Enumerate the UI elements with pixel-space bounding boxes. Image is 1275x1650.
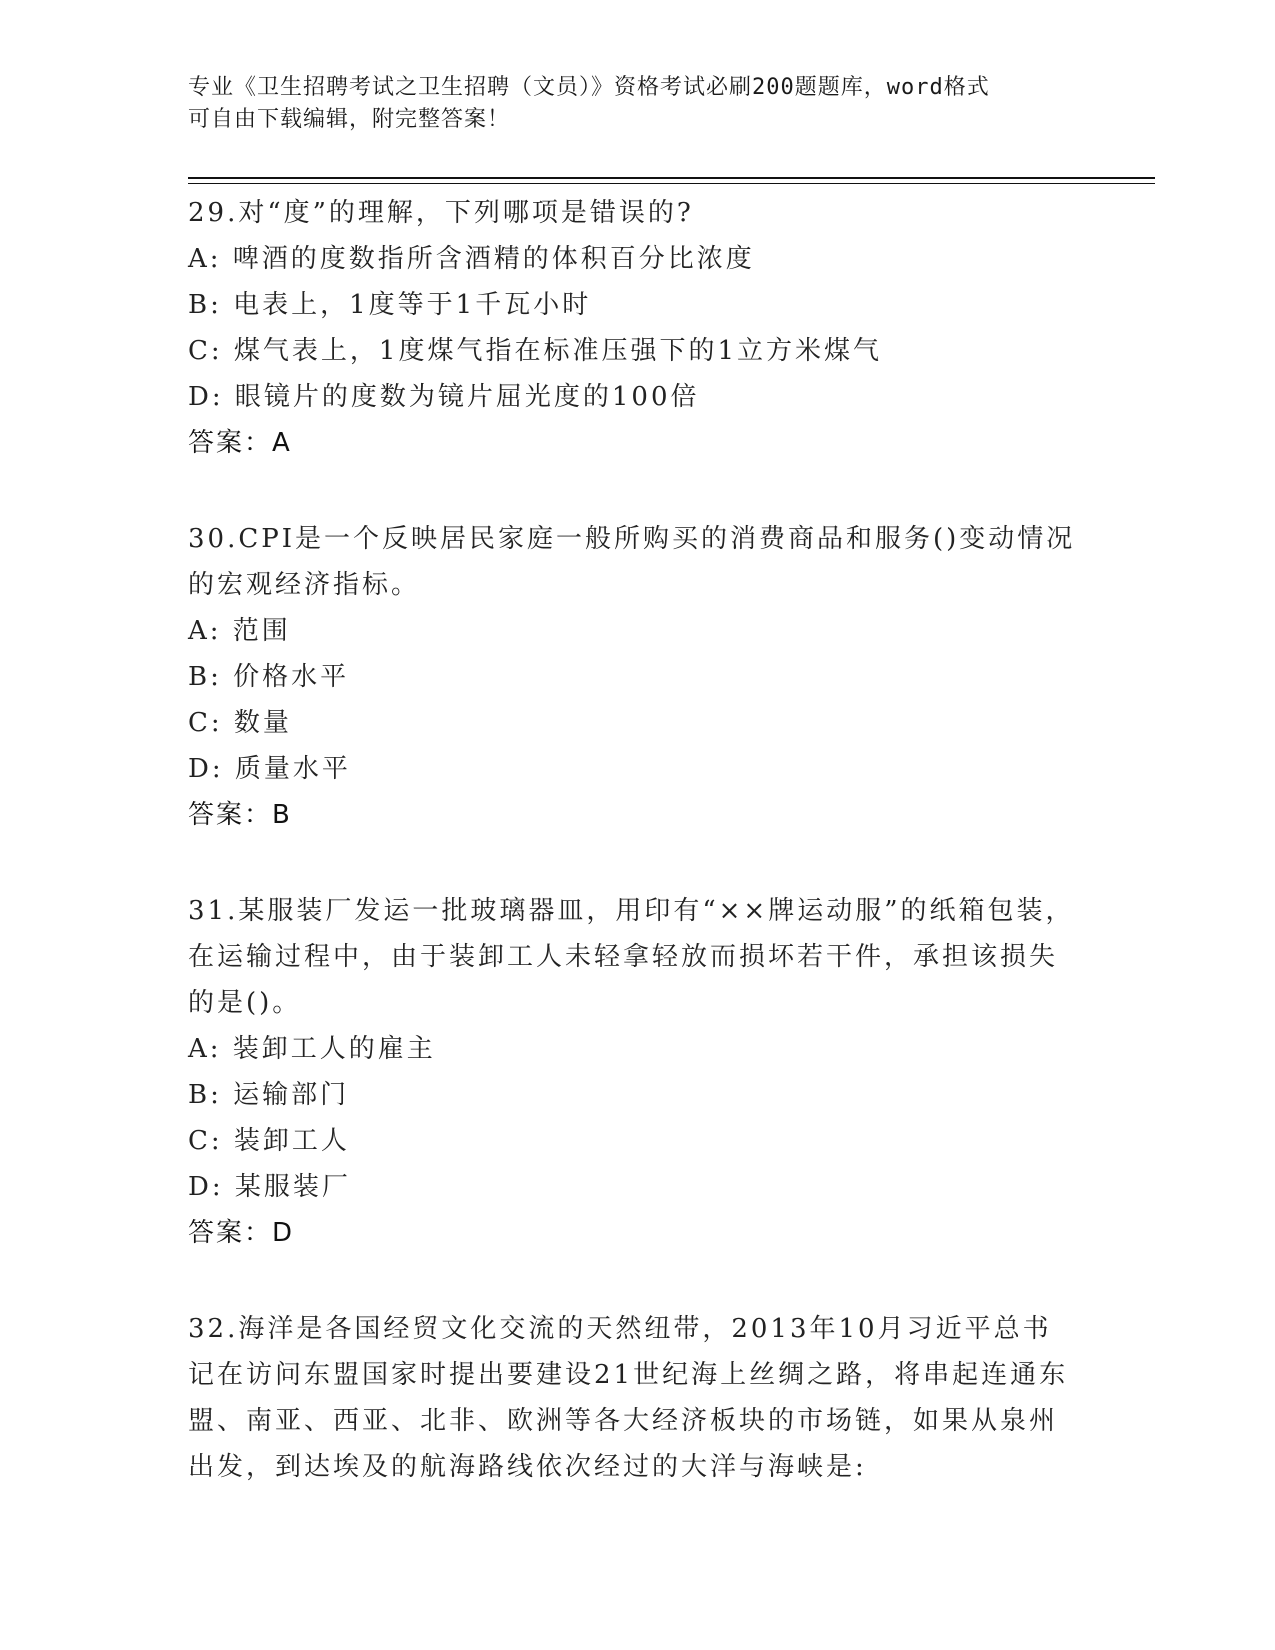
option-b: B: 运输部门 (188, 1080, 350, 1110)
option-a: A: 装卸工人的雇主 (188, 1034, 436, 1064)
answer-line: 答案：D (188, 1218, 295, 1248)
header-line: 专业《卫生招聘考试之卫生招聘（文员）》资格考试必刷200题题库，word格式 (188, 75, 990, 100)
question-30 (188, 516, 1078, 838)
document-header (188, 72, 1068, 136)
option-a: A: 啤酒的度数指所含酒精的体积百分比浓度 (188, 244, 755, 274)
option-c: C: 煤气表上，1度煤气指在标准压强下的1立方米煤气 (188, 336, 883, 366)
question-32 (188, 1306, 1078, 1490)
question-text: 29.对“度”的理解，下列哪项是错误的? (188, 198, 694, 228)
option-c: C: 数量 (188, 708, 292, 738)
question-31 (188, 888, 1078, 1256)
question-text: 31.某服装厂发运一批玻璃器皿，用印有“××牌运动服”的纸箱包装，在运输过程中，由于装卸工人未轻拿轻放而损坏若干件，承担该损失的是()。 (188, 896, 1075, 1018)
option-a: A: 范围 (188, 616, 291, 646)
option-d: D: 某服装厂 (188, 1172, 351, 1202)
answer-line: 答案：A (188, 428, 292, 458)
question-29 (188, 190, 1078, 466)
answer-line: 答案：B (188, 800, 292, 830)
option-b: B: 价格水平 (188, 662, 350, 692)
header-line: 可自由下载编辑，附完整答案！ (188, 107, 511, 132)
question-text: 32.海洋是各国经贸文化交流的天然纽带，2013年10月习近平总书记在访问东盟国家时提出要建设21世纪海上丝绸之路，将串起连通东盟、南亚、西亚、北非、欧洲等各大经济板块的市场链，如果从泉州出发，到达埃及的航海路线依次经过的大洋与海峡是: (188, 1314, 1069, 1482)
option-c: C: 装卸工人 (188, 1126, 350, 1156)
option-d: D: 眼镜片的度数为镜片屈光度的100倍 (188, 382, 700, 412)
header-divider-thin (188, 183, 1155, 184)
header-divider-thick (188, 177, 1155, 179)
question-list (188, 190, 1078, 1540)
option-b: B: 电表上，1度等于1千瓦小时 (188, 290, 592, 320)
question-text: 30.CPI是一个反映居民家庭一般所购买的消费商品和服务()变动情况的宏观经济指标。 (188, 524, 1076, 600)
option-d: D: 质量水平 (188, 754, 351, 784)
